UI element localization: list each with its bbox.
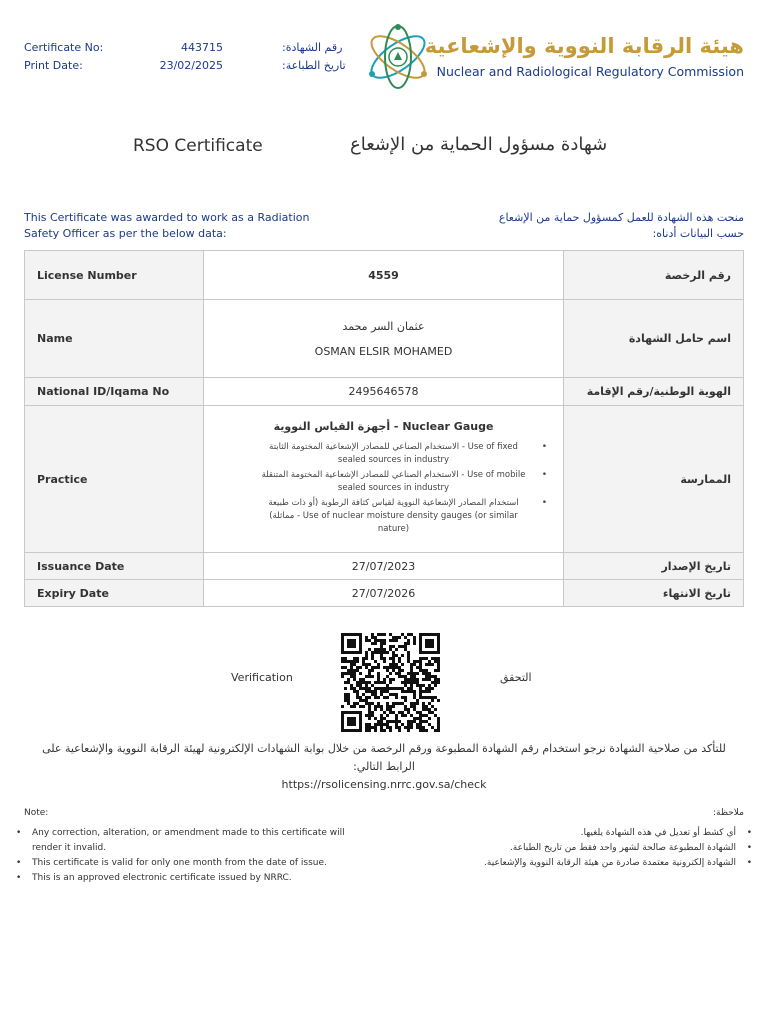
certificate-no-label: Certificate No: — [24, 41, 104, 54]
certificate-data-table — [24, 250, 744, 607]
table-row-license — [25, 251, 744, 300]
org-name-ar: هيئة الرقابة النووية والإشعاعية — [424, 34, 744, 58]
certificate-no-value: 443715 — [181, 41, 223, 54]
list-item: • استخدام المصادر الإشعاعية النووية لقياس كثافة الرطوبة (أو ذات طبيعة مماثلة) - Use of nuclear moisture density gauges (or similar nature) — [268, 498, 547, 534]
practice-value-cell — [204, 406, 564, 553]
expiry-date-label: Expiry Date — [25, 580, 204, 607]
table-row-expiry — [25, 580, 744, 607]
notes-en — [24, 808, 354, 886]
nrrc-atom-logo-icon — [362, 22, 434, 92]
table-row-practice — [25, 406, 744, 553]
table-row-national-id — [25, 378, 744, 406]
list-item: • الشهادة إلكترونية معتمدة صادرة من هيئة الرقابة النووية والإشعاعية. — [444, 856, 744, 871]
name-value-en: OSMAN ELSIR MOHAMED — [314, 344, 453, 358]
intro-text-en: This Certificate was awarded to work as a Radiation Safety Officer as per the below data: — [24, 211, 310, 240]
name-value-cell — [204, 300, 564, 378]
issuance-date-label: Issuance Date — [25, 553, 204, 580]
practice-title: أجهزة القياس النووية - Nuclear Gauge — [273, 420, 494, 433]
list-item: • الشهادة المطبوعة صالحة لشهر واحد فقط من تاريخ الطباعة. — [444, 841, 744, 856]
verification-instructions-ar: للتأكد من صلاحية الشهادة نرجو استخدام رقم الشهادة المطبوعة ورقم الرخصة من خلال بوابة الشهادات الإلكترونية لهيئة الرقابة النووية والإشعاعية على الرابط التالي: — [42, 742, 726, 773]
certificate-title-ar: شهادة مسؤول الحماية من الإشعاع — [350, 134, 608, 155]
national-id-value: 2495646578 — [204, 378, 564, 406]
name-label-ar: اسم حامل الشهادة — [564, 300, 744, 378]
expiry-date-label-ar: تاريخ الانتهاء — [564, 580, 744, 607]
license-number-label-ar: رقم الرخصة — [564, 251, 744, 300]
qr-code-icon[interactable] — [339, 632, 443, 732]
notes-list-en — [24, 826, 354, 886]
issuance-date-value: 27/07/2023 — [204, 553, 564, 580]
print-date-label-ar: تاريخ الطباعة: — [282, 59, 346, 72]
intro-text-ar: منحت هذه الشهادة للعمل كمسؤول حماية من الإشعاع حسب البيانات أدناه: — [498, 211, 744, 240]
practice-list — [216, 441, 551, 536]
verification-instructions — [30, 740, 738, 794]
national-id-label-ar: الهوية الوطنية/رقم الإقامة — [564, 378, 744, 406]
notes-title-en: Note: — [24, 808, 49, 818]
table-row-name — [25, 300, 744, 378]
license-number-label: License Number — [25, 251, 204, 300]
practice-label: Practice — [25, 406, 204, 553]
org-name-en: Nuclear and Radiological Regulatory Commission — [436, 64, 744, 79]
issuance-date-label-ar: تاريخ الإصدار — [564, 553, 744, 580]
expiry-date-value: 27/07/2026 — [204, 580, 564, 607]
notes-list-ar — [444, 826, 744, 871]
list-item: • أي كشط أو تعديل في هذه الشهادة يلغيها. — [444, 826, 744, 841]
list-item: • This certificate is valid for only one month from the date of issue. — [24, 856, 354, 871]
table-row-issuance — [25, 553, 744, 580]
verification-label-ar: التحقق — [500, 671, 532, 684]
license-number-value: 4559 — [204, 251, 564, 300]
practice-item-2: الاستخدام الصناعي للمصادر الإشعاعية المختومة المتنقلة - Use of mobile sealed sources in industry — [261, 470, 526, 493]
list-item: • This is an approved electronic certificate issued by NRRC. — [24, 871, 354, 886]
practice-item-3: استخدام المصادر الإشعاعية النووية لقياس كثافة الرطوبة (أو ذات طبيعة مماثلة) - Use of nuclear moisture density gauges (or similar nature) — [268, 498, 519, 534]
list-item: • الاستخدام الصناعي للمصادر الإشعاعية المختومة المتنقلة - Use of mobile sealed sources in industry — [261, 470, 547, 493]
verification-label-en: Verification — [231, 671, 293, 684]
print-date-value: 23/02/2025 — [159, 59, 223, 72]
notes-title-ar: ملاحظة: — [713, 808, 744, 818]
list-item: • Any correction, alteration, or amendment made to this certificate will render it invalid. — [24, 826, 354, 856]
print-date-label: Print Date: — [24, 59, 83, 72]
national-id-label: National ID/Iqama No — [25, 378, 204, 406]
practice-item-1: الاستخدام الصناعي للمصادر الإشعاعية المختومة الثابتة - Use of fixed sealed sources in industry — [269, 442, 518, 465]
name-label: Name — [25, 300, 204, 378]
notes-ar — [444, 808, 744, 871]
certificate-title-en: RSO Certificate — [133, 136, 263, 156]
name-value-ar: عثمان السر محمد — [342, 319, 425, 333]
list-item: • الاستخدام الصناعي للمصادر الإشعاعية المختومة الثابتة - Use of fixed sealed sources in industry — [269, 442, 547, 465]
certificate-no-label-ar: رقم الشهادة: — [282, 41, 343, 54]
verification-url[interactable]: https://rsolicensing.nrrc.gov.sa/check — [281, 778, 487, 791]
practice-label-ar: الممارسة — [564, 406, 744, 553]
